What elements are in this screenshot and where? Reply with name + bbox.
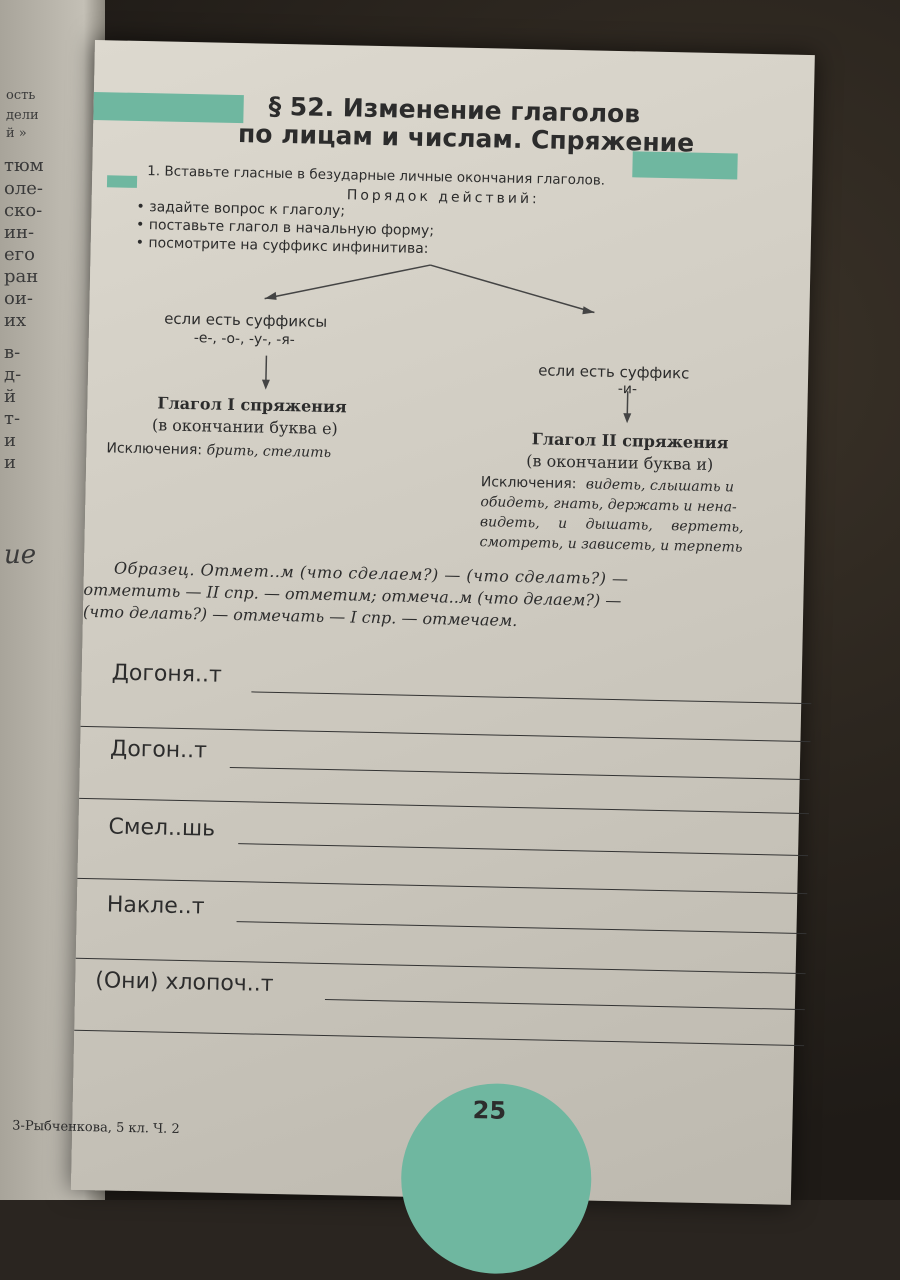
left-margin-fragment: их [4, 310, 27, 331]
answer-line-3a[interactable] [238, 843, 808, 856]
left-margin-fragment: ость [6, 88, 36, 103]
left-condition-line2: -е-, -о-, -у-, -я- [193, 330, 295, 349]
left-margin-fragment: д- [4, 364, 22, 385]
page-number: 25 [472, 1096, 507, 1125]
procedure-step-1: • задайте вопрос к глаголу; [136, 198, 346, 220]
left-margin-fragment: и [4, 452, 16, 473]
exercise-word-2: Догон..т [109, 736, 208, 764]
answer-line-5b[interactable] [74, 1030, 804, 1046]
answer-line-1a[interactable] [251, 691, 811, 704]
procedure-step-2: • поставьте глагол в начальную форму; [135, 216, 435, 240]
first-conjugation-title: Глагол I спряжения [157, 393, 347, 417]
arrow-to-second-conjugation [429, 265, 595, 312]
arrow-head-down-right [623, 413, 631, 423]
sample-line1: Образец. Отмет..м (что сделаем?) — (что сделать?) — [113, 558, 629, 589]
left-margin-fragment: ран [4, 266, 39, 287]
left-margin-fragment: дели [6, 108, 39, 123]
sample-line3: (что делать?) — отмечать — I спр. — отмечаем. [82, 601, 518, 630]
arrow-to-first-conjugation [265, 262, 431, 302]
left-condition-line1: если есть суффиксы [163, 309, 328, 331]
flow-arrows [85, 40, 815, 555]
exercise-word-1: Догоня..т [111, 660, 223, 688]
left-margin-fragment: его [4, 244, 35, 265]
exercise-word-5: (Они) хлопоч..т [95, 968, 274, 997]
section-title-line1: § 52. Изменение глаголов [268, 91, 641, 129]
first-conjugation-note: (в окончании буква е) [151, 415, 338, 439]
procedure-step-3: • посмотрите на суффикс инфинитива: [135, 234, 429, 258]
second-conjugation-exceptions-4: смотреть, и зависеть, и терпеть [479, 534, 743, 556]
exercise-intro: 1. Вставьте гласные в безударные личные окончания глаголов. [147, 163, 606, 189]
exercise-word-3: Смел..шь [108, 814, 216, 842]
answer-line-3b[interactable] [77, 878, 807, 894]
left-margin-fragment: в- [4, 342, 21, 363]
answer-line-4a[interactable] [237, 921, 807, 934]
left-margin-fragment: оле- [4, 178, 44, 199]
left-margin-fragment: й » [6, 126, 27, 141]
left-margin-fragment: й [4, 386, 16, 407]
answer-line-5a[interactable] [325, 999, 805, 1010]
left-margin-fragment: и [4, 430, 16, 451]
second-conjugation-exceptions-label: Исключения: [480, 474, 577, 493]
exceptions-words: брить, стелить [206, 442, 332, 462]
procedure-heading: Порядок действий: [346, 187, 540, 208]
answer-line-2b[interactable] [79, 798, 809, 814]
footer-text: 3-Рыбченкова, 5 кл. Ч. 2 [12, 1118, 180, 1138]
second-conjugation-title: Глагол II спряжения [531, 429, 729, 453]
left-margin-fragment: ско- [4, 200, 43, 221]
exercise-word-4: Накле..т [106, 892, 205, 920]
left-margin-fragment: т- [4, 408, 21, 429]
right-condition-line2: -и- [617, 381, 638, 398]
exceptions-label: Исключения: [106, 440, 203, 459]
section-title-line2: по лицам и числам. Спряжение [237, 119, 695, 158]
left-margin-fragment: ои- [4, 288, 33, 309]
second-conjugation-exceptions-3: видеть, и дышать, вертеть, [479, 514, 744, 536]
arrow-head-left [265, 292, 277, 300]
left-margin-fragment: тюм [4, 155, 44, 176]
arrow-head-right [582, 306, 594, 314]
left-margin-fragment: ин- [4, 222, 35, 243]
left-margin-fragment: ие [4, 540, 37, 570]
second-conjugation-note: (в окончании буква и) [526, 451, 714, 475]
second-conjugation-exceptions-2: обидеть, гнать, держать и нена- [480, 494, 737, 516]
arrow-head-down-left [262, 380, 270, 390]
answer-line-2a[interactable] [230, 767, 810, 780]
right-condition-line1: если есть суффикс [537, 361, 690, 383]
sample-line2: отметить — II спр. — отметим; отмеча..м (что делаем?) — [83, 579, 622, 611]
second-conjugation-exceptions-1: видеть, слышать и [585, 476, 735, 496]
